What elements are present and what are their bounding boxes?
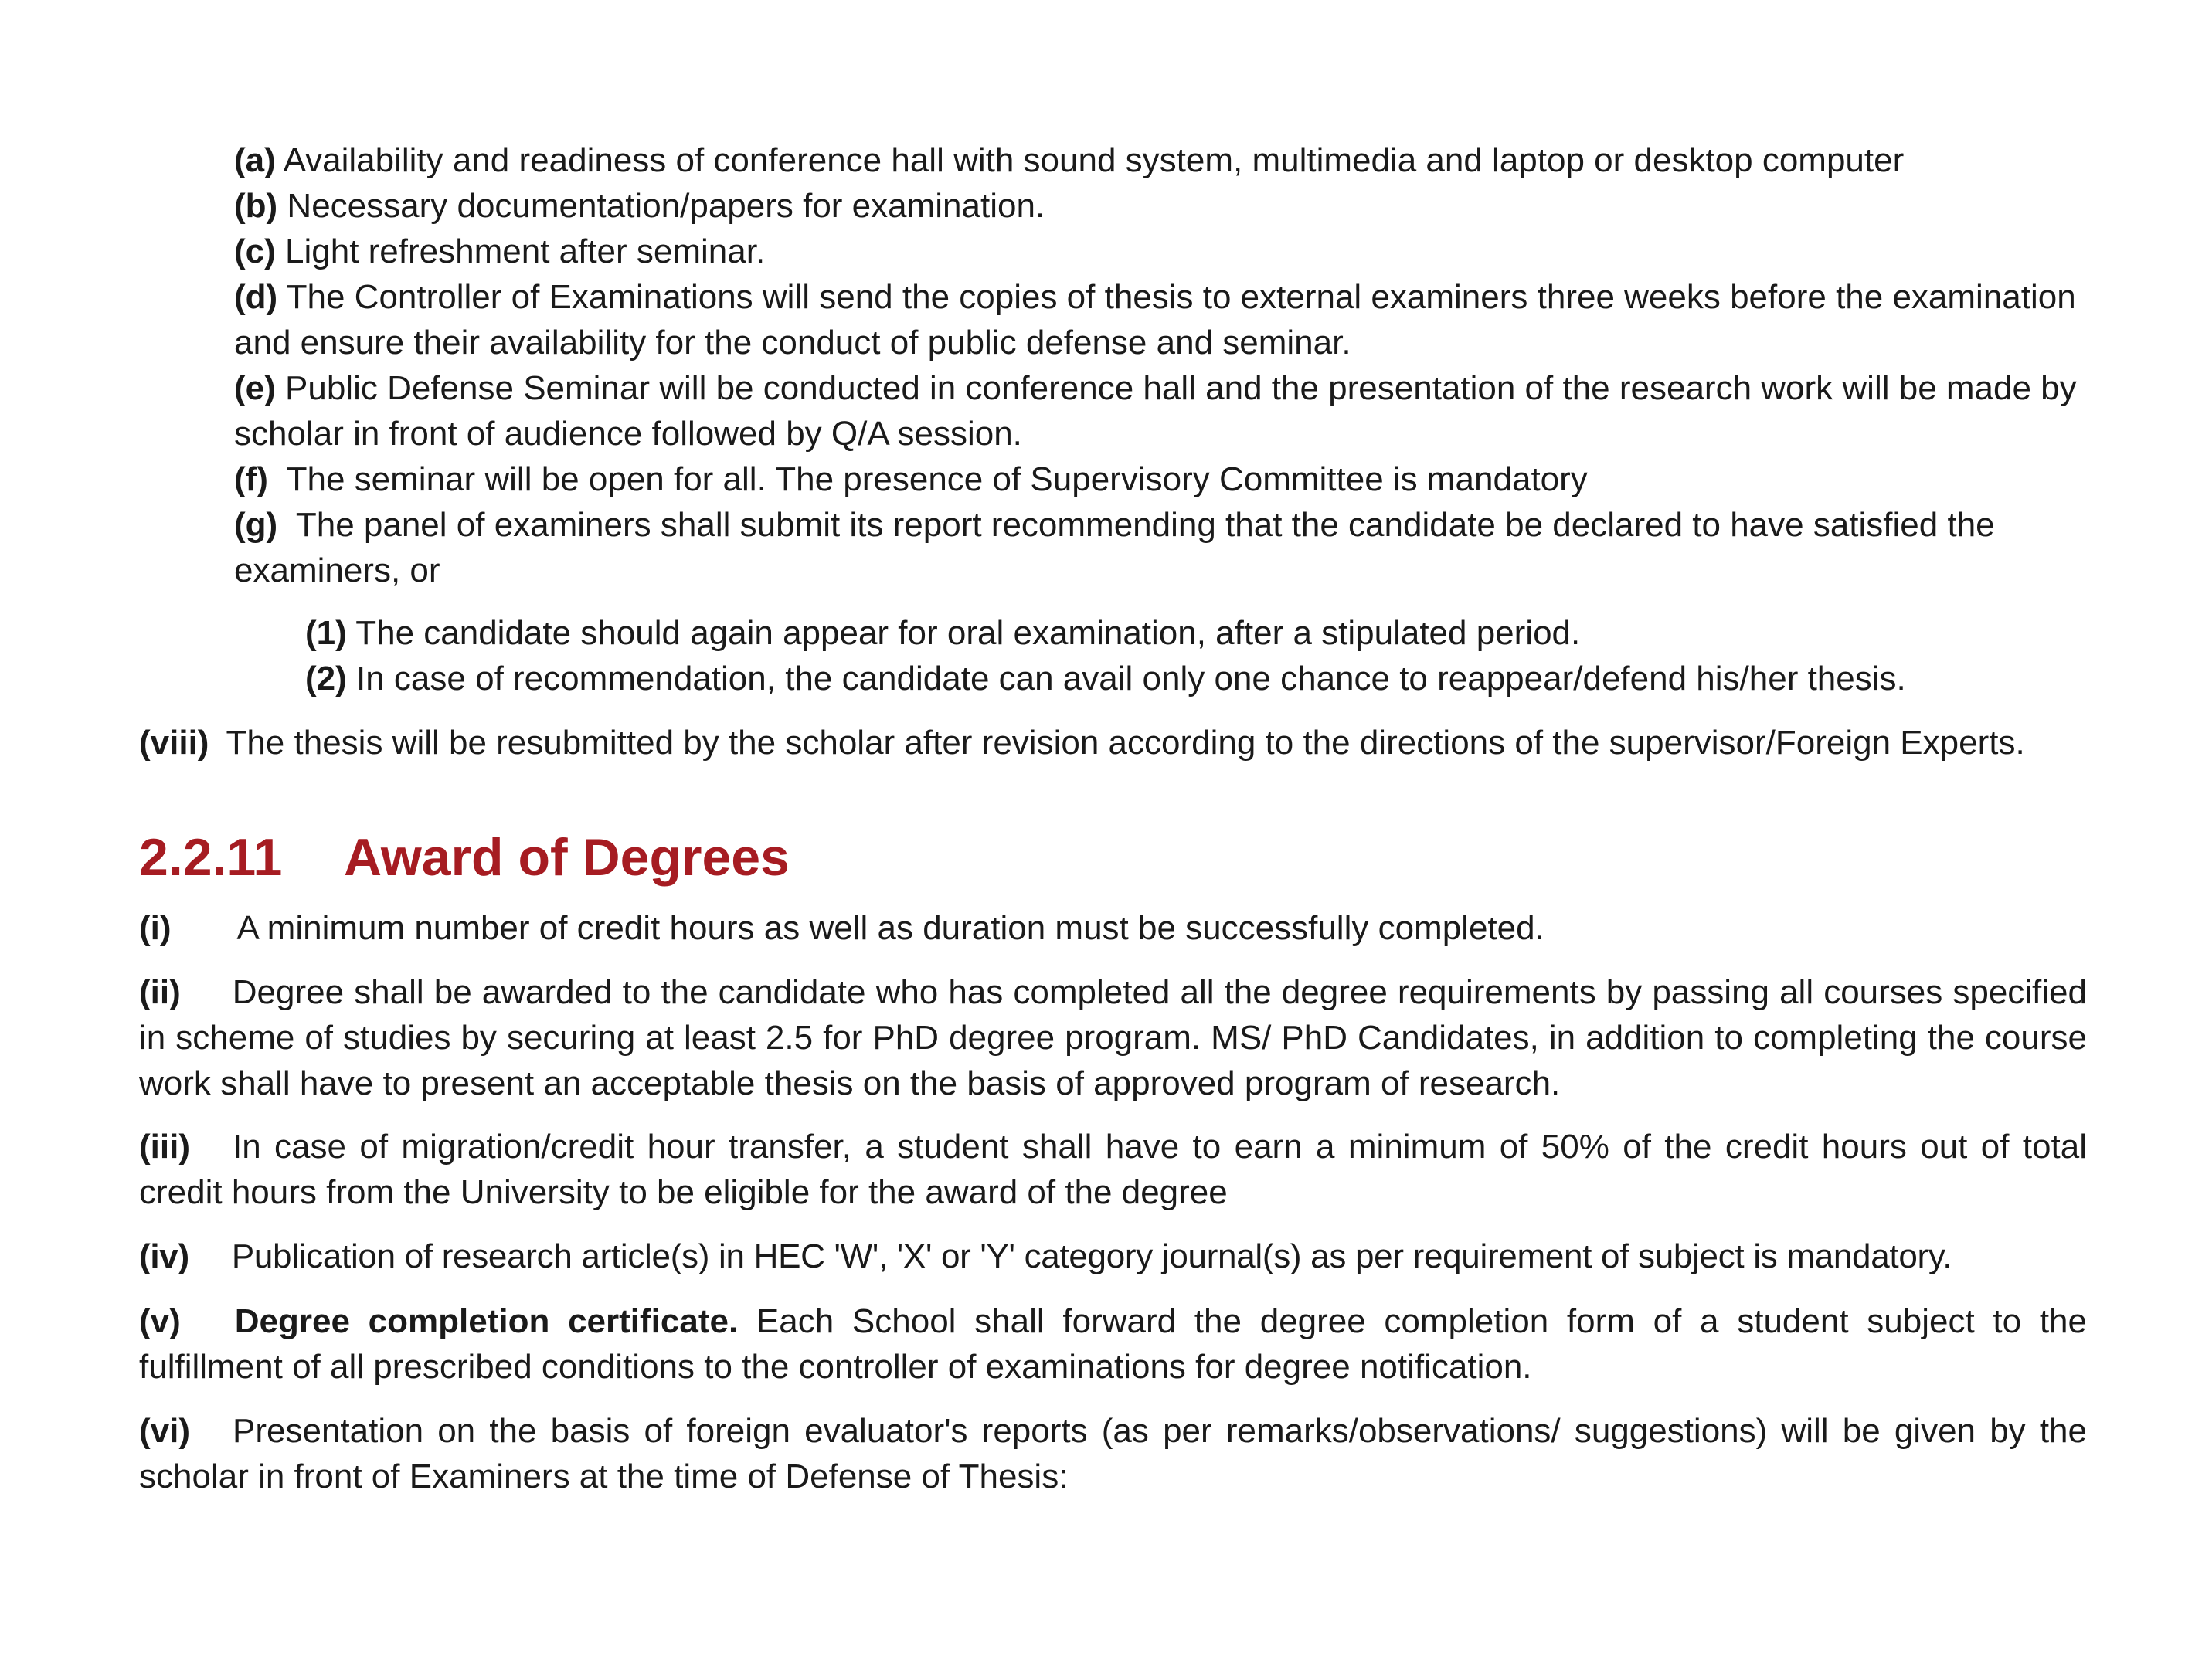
list-item-e bbox=[234, 365, 2087, 456]
list-text: Availability and readiness of conference hall with sound system, multimedia and laptop or desktop computer bbox=[283, 141, 1905, 179]
list-text: Degree shall be awarded to the candidate who has completed all the degree requirements by passing all courses specified in scheme of studies by securing at least 2.5 for PhD degree program. MS/ PhD Candidates, in addition to completing the course work shall have to present an acceptable thesis on the basis of approved program of research. bbox=[139, 973, 2087, 1102]
list-item-g bbox=[234, 502, 2087, 593]
list-item-c bbox=[234, 229, 2087, 274]
list-label: (c) bbox=[234, 232, 276, 270]
section-number: 2.2.11 bbox=[139, 828, 283, 887]
list-label: (g) bbox=[234, 506, 278, 544]
list-item-vi bbox=[139, 1408, 2087, 1499]
list-text: Presentation on the basis of foreign evaluator's reports (as per remarks/observations/ suggestions) will be given by the scholar in front of Examiners at the time of Defense of Thesis: bbox=[139, 1412, 2087, 1495]
list-item-d bbox=[234, 274, 2087, 365]
list-text: A minimum number of credit hours as well as duration must be successfully completed. bbox=[236, 909, 1544, 947]
list-item-v bbox=[139, 1298, 2087, 1390]
list-item-a bbox=[234, 137, 2087, 183]
list-item-b bbox=[234, 183, 2087, 229]
list-label: (e) bbox=[234, 369, 276, 407]
list-label: (f) bbox=[234, 460, 268, 498]
list-item-iii bbox=[139, 1124, 2087, 1215]
list-item-ii bbox=[139, 969, 2087, 1106]
list-item-viii bbox=[139, 720, 2087, 765]
list-label: (iv) bbox=[139, 1237, 189, 1275]
list-item-1 bbox=[305, 610, 2087, 656]
section-heading bbox=[139, 825, 790, 890]
list-item-f bbox=[234, 456, 2087, 502]
list-label: (b) bbox=[234, 187, 278, 225]
list-item-i bbox=[139, 905, 2087, 951]
list-text: The seminar will be open for all. The presence of Supervisory Committee is mandatory bbox=[286, 460, 1588, 498]
list-text: The thesis will be resubmitted by the scholar after revision according to the directions of the supervisor/Foreign Experts. bbox=[226, 724, 2025, 762]
list-text: Public Defense Seminar will be conducted in conference hall and the presentation of the research work will be made by scholar in front of audience followed by Q/A session. bbox=[234, 369, 2077, 453]
list-text: The candidate should again appear for oral examination, after a stipulated period. bbox=[355, 614, 1581, 652]
list-label: (d) bbox=[234, 278, 278, 316]
list-label: (1) bbox=[305, 614, 347, 652]
list-label: (vi) bbox=[139, 1412, 190, 1450]
list-text: In case of migration/credit hour transfer, a student shall have to earn a minimum of 50% of the credit hours out of total credit hours from the University to be eligible for the award of the degree bbox=[139, 1128, 2087, 1211]
list-text: Each School shall forward the degree completion form of a student subject to the fulfillment of all prescribed conditions to the controller of examinations for degree notification. bbox=[139, 1302, 2087, 1386]
list-item-iv bbox=[139, 1234, 2087, 1279]
list-item-2 bbox=[305, 656, 2087, 701]
list-text: Necessary documentation/papers for examination. bbox=[287, 187, 1045, 225]
section-title: Award of Degrees bbox=[344, 828, 790, 887]
list-label: (a) bbox=[234, 141, 276, 179]
degree-completion-label: Degree completion certificate. bbox=[234, 1302, 739, 1340]
list-label: (2) bbox=[305, 660, 347, 697]
list-label: (iii) bbox=[139, 1128, 190, 1166]
list-label: (i) bbox=[139, 909, 172, 947]
list-label: (viii) bbox=[139, 724, 209, 762]
list-text: Publication of research article(s) in HEC 'W', 'X' or 'Y' category journal(s) as per requirement of subject is mandatory. bbox=[231, 1237, 1952, 1275]
list-label: (v) bbox=[139, 1302, 181, 1340]
list-text: Light refreshment after seminar. bbox=[285, 232, 766, 270]
list-text: The Controller of Examinations will send the copies of thesis to external examiners three weeks before the examination and ensure their availability for the conduct of public defense and seminar. bbox=[234, 278, 2076, 361]
list-label: (ii) bbox=[139, 973, 181, 1011]
list-text: The panel of examiners shall submit its report recommending that the candidate be declared to have satisfied the examiners, or bbox=[234, 506, 1995, 589]
list-text: In case of recommendation, the candidate can avail only one chance to reappear/defend his/her thesis. bbox=[356, 660, 1906, 697]
